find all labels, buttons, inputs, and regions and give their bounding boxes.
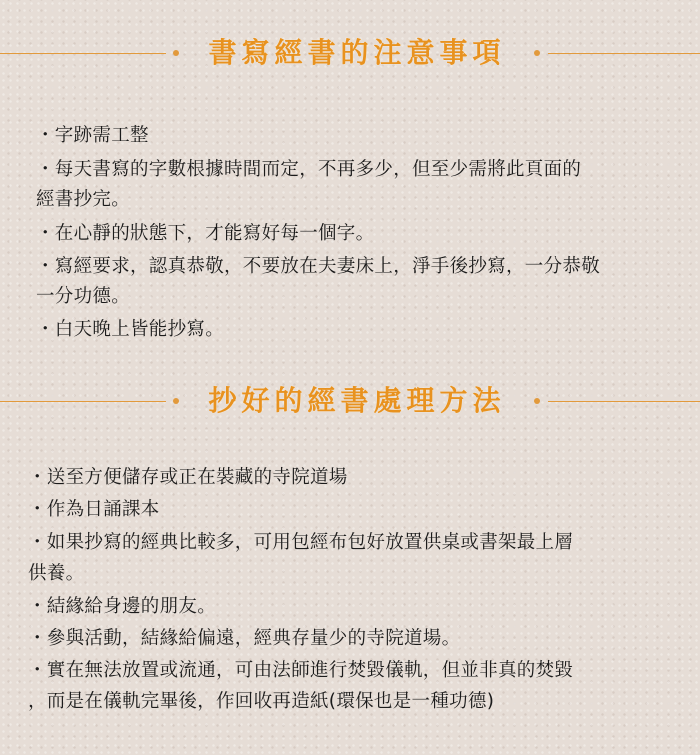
header-rule-left bbox=[0, 401, 166, 402]
list-item-continuation: 經書抄完。 bbox=[36, 189, 131, 210]
list-item: ・結緣給身邊的朋友。 bbox=[28, 596, 217, 617]
list-item-continuation: 一分功德。 bbox=[36, 286, 131, 307]
section-title: 抄好的經書處理方法 bbox=[208, 384, 506, 417]
list-item: ・作為日誦課本 bbox=[28, 499, 160, 520]
header-rule-left bbox=[0, 53, 166, 54]
list-item: ・字跡需工整 bbox=[36, 125, 149, 146]
header-rule-right bbox=[548, 53, 700, 54]
list-item: ・如果抄寫的經典比較多，可用包經布包好放置供桌或書架最上層 bbox=[28, 532, 574, 553]
list-item: ・在心靜的狀態下，才能寫好每一個字。 bbox=[36, 223, 375, 244]
list-item-continuation: ，而是在儀軌完畢後，作回收再造紙(環保也是一種功德) bbox=[28, 691, 495, 712]
list-item: ・實在無法放置或流通，可由法師進行焚毀儀軌，但並非真的焚毀 bbox=[28, 660, 574, 681]
header-dot-left bbox=[173, 50, 179, 56]
list-item: ・寫經要求，認真恭敬，不要放在夫妻床上，淨手後抄寫，一分恭敬 bbox=[36, 256, 601, 277]
list-item: ・送至方便儲存或正在裝藏的寺院道場 bbox=[28, 467, 348, 488]
header-dot-right bbox=[534, 398, 540, 404]
list-item: ・參與活動，結緣給偏遠，經典存量少的寺院道場。 bbox=[28, 628, 461, 649]
list-item: ・每天書寫的字數根據時間而定，不再多少，但至少需將此頁面的 bbox=[36, 159, 582, 180]
section-header-handling-methods bbox=[0, 382, 700, 422]
header-rule-right bbox=[548, 401, 700, 402]
list-item-continuation: 供養。 bbox=[28, 563, 85, 584]
header-dot-right bbox=[534, 50, 540, 56]
header-dot-left bbox=[173, 398, 179, 404]
section-title: 書寫經書的注意事項 bbox=[208, 36, 506, 69]
section-header-writing-notes bbox=[0, 34, 700, 74]
list-item: ・白天晚上皆能抄寫。 bbox=[36, 319, 225, 340]
